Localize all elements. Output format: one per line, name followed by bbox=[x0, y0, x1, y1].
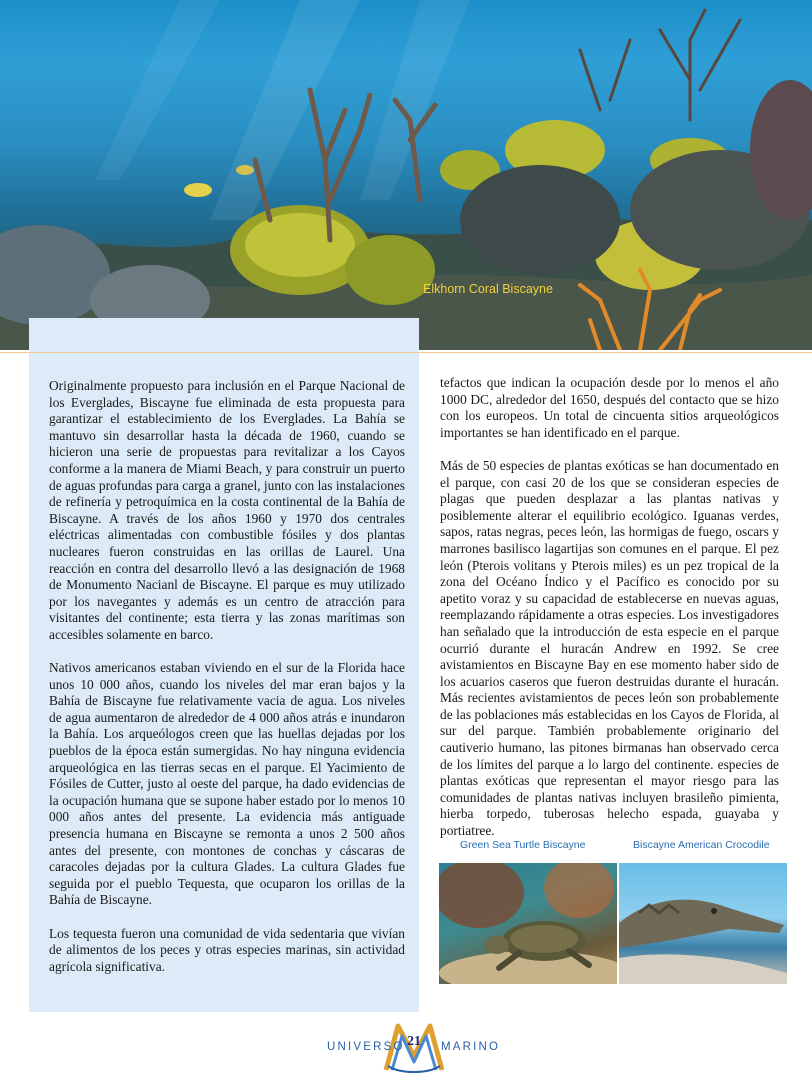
crocodile-photo-caption: Biscayne American Crocodile bbox=[633, 839, 770, 851]
hero-reef-photo bbox=[0, 0, 812, 350]
paragraph: Los tequesta fueron una comunidad de vida sedentaria que vivían de alimentos de los peces y otras especies marinas, sin actividad agrícola significativa. bbox=[49, 925, 405, 974]
footer-brand-left: UNIVERSO bbox=[327, 1041, 405, 1053]
paragraph: Más de 50 especies de plantas exóticas se han documentado en el parque, con casi 20 de los que se consideran especies de plagas que pueden desplazar a las plantas nativas y posiblemente alterar el equilibrio ecológico. Iguanas verdes, sapos, ratas negras, peces león, las hormigas de fuego, oscars y marrones basilisco lagartijas son comunes en el parque. El pez león (Pterois volitans y Pterois miles) es un pez tropical de la zona del Océano Índico y el Pacífico es conocido por su apetito voraz y su capacidad de establecerse en nuevas aguas, reemplazando rápidamente a otras especies. Los investigadores han señalado que la introducción de esta especie en el parque ocurrió durante el huracán Andrew en 1992. Se cree avistamientos en Biscayne Bay en ese momento haber sido de los acuarios caseros que fueron destruidas durante el huracán. Más recientes avistamientos de peces león son probablemente de las poblaciones más establecidas en los Cayos de Florida, al sur del parque. También probablemente originario del cautiverio humano, las pitones birmanas han observado cerca de los límites del parque a lo largo del continente. especies de plantas exóticas que representan el mayor riesgo para las comunidades de plantas nativas incluyen brasileño pimienta, hierba torpedo, tuberosas helecho espada, guayaba y portiatree. bbox=[440, 457, 779, 839]
paragraph: Originalmente propuesto para inclusión en el Parque Nacional de los Everglades, Biscayne fue eliminada de esta propuesta para garantizar el establecimiento de los Everglades. La Bahía se mantuvo sin desarrollar hasta la década de 1960, cuando se hicieron una serie de propuestas para revitalizar a los Cayos conforme a la manera de Miami Beach, y para construir un puerto de aguas profundas para carga a granel, junto con las instalaciones de refinería y petroquímica en la costa continental de la Bahía de Biscayne. A través de los años 1960 y 1970 dos centrales eléctricas alimentadas con combustible fósiles y dos plantas nucleares fueron construidas en las orillas de Laurel. Una reacción en contra del desarrollo llevó a las designación de 1968 de Monumento Nacianl de Biscayne. El parque es muy utilizado por los navegantes y además es un centro de atracción para visitantes del continente; esta tierra y las zonas marítimas son accesibles solamente en barco. bbox=[49, 378, 405, 642]
right-column bbox=[440, 375, 779, 856]
crocodile-illustration bbox=[619, 863, 787, 984]
turtle-illustration bbox=[439, 863, 617, 984]
hero-caption: Elkhorn Coral Biscayne bbox=[423, 282, 553, 296]
crocodile-photo bbox=[619, 863, 787, 984]
paragraph: tefactos que indican la ocupación desde por lo menos el año 1000 DC, alrededor del 1650, después del contacto que se hizo con los europeos. Un total de cincuenta sitios arqueológicos importantes se han identificado en el parque. bbox=[440, 375, 779, 440]
turtle-photo-caption: Green Sea Turtle Biscayne bbox=[460, 839, 586, 851]
turtle-photo bbox=[439, 863, 617, 984]
magazine-logo-icon bbox=[0, 1022, 812, 1080]
divider bbox=[0, 352, 812, 353]
left-column bbox=[49, 378, 405, 992]
page-number: 21 bbox=[407, 1034, 421, 1049]
footer-brand-right: MARINO bbox=[441, 1041, 501, 1053]
reef-illustration bbox=[0, 0, 812, 350]
footer bbox=[0, 1022, 812, 1080]
paragraph: Nativos americanos estaban viviendo en el sur de la Florida hace unos 10 000 años, cuando los niveles del mar eran bajos y la Bahía de Biscayne fue relativamente vacia de agua. Los niveles de agua aumentaron de alrededor de 4 000 años atrás e inundaron la Bahía. Los arqueólogos creen que las huellas dejadas por los pueblos de la época están sumergidas. No hay ninguna evidencia arqueológica en las tierras secas en el parque. El Yacimiento de Fósiles de Cutter, justo al oeste del parque, ha dado evidencias de la ocupación humana que se supone haber estado por lo menos 10 000 años antes del presente. La evidencia más antiguade presencia humana en Biscayne se remonta a unos 2 500 años antes del presente, con montones de conchas y cáscaras de caracoles dejadas por la cultura Glades. La cultura Glades fue seguida por el pueblo Tequesta, que ocuparon los orillas de la Bahía de Biscayne. bbox=[49, 660, 405, 908]
